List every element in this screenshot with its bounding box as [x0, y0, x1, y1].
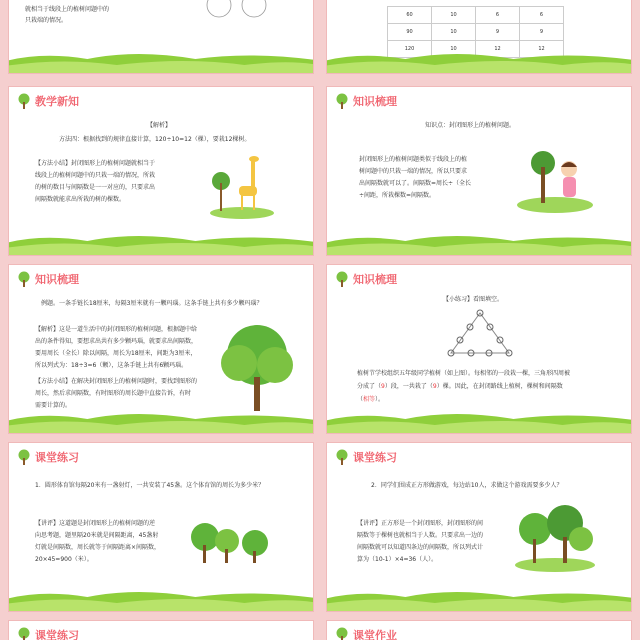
slide-8 — [326, 442, 632, 612]
body-line: ÷间距，所栽棵数=间隔数。 — [359, 192, 436, 199]
body-line: 植树节学校组织五年级同学植树（如上图）。每相邻的一段栽一棵，三角形四周被 — [357, 370, 571, 377]
slide1-line2: 只栽端的情况。 — [25, 17, 68, 24]
body-text: 分成了（ — [357, 383, 382, 390]
slide1-line1: 就相当于线段上的植树问题中的 — [25, 6, 110, 13]
tree-icon — [335, 271, 349, 287]
tree-icon — [17, 93, 31, 109]
table-cell: 6 — [476, 7, 520, 24]
comment-line: 20×45=900（米）。 — [35, 556, 93, 563]
comment-line: 【讲评】正方形是一个封闭图形，封闭图形的间 — [357, 520, 484, 527]
analysis-line: 要用周长（全长）除以间隔，周长为18厘米，间距为3厘米， — [35, 350, 197, 357]
analysis-line: 【解析】这是一道生活中的封闭图形的植树问题，根据题中给 — [35, 326, 198, 333]
body-line — [357, 395, 384, 405]
body-text: （ — [357, 396, 364, 403]
slide-title: 知识梳理 — [353, 273, 397, 286]
table-cell: 10 — [432, 7, 476, 24]
answer-blank: 9 — [381, 383, 385, 390]
summary-line: 线段上的植树问题中的只栽一端的情况，所栽 — [35, 172, 156, 179]
summary-line: 【方法小结】封闭图形上的植树问题就相当于 — [35, 160, 156, 167]
big-tree-illustration — [217, 321, 297, 413]
slide-10 — [326, 620, 632, 640]
table-cell: 9 — [520, 24, 564, 41]
table-cell: 90 — [388, 24, 432, 41]
slide-7 — [8, 442, 314, 612]
tree-icon — [17, 449, 31, 465]
analysis-label: 【解析】 — [147, 122, 172, 129]
summary-line: 需要计算的。 — [35, 402, 72, 409]
slide-title: 课堂练习 — [35, 451, 79, 464]
comment-line: 隔数等于棵树也就相当于人数。只要求出一边的 — [357, 532, 484, 539]
circles-diagram — [199, 0, 279, 21]
table-cell: 120 — [388, 41, 432, 58]
slide-9 — [8, 620, 314, 640]
slide-title: 知识梳理 — [35, 273, 79, 286]
table-cell: 60 — [388, 7, 432, 24]
method-text: 方法四：根据找到的规律直接计算，120÷10=12（棵），要栽12棵树。 — [59, 136, 251, 143]
knowledge-point: 知识点：封闭图形上的植树问题。 — [425, 122, 516, 129]
slide-title: 知识梳理 — [353, 95, 397, 108]
summary-line: 【方法小结】在解决封闭图形上的植树问题时，要找到图形的 — [35, 378, 198, 385]
comment-line: 间隔数就可以知道四条边的间隔数，所以列式计 — [357, 544, 484, 551]
question-text: 2．同学们围成正方形做游戏，每边站10人，求做这个游戏需要多少人？ — [371, 482, 563, 489]
table-cell: 10 — [432, 41, 476, 58]
analysis-line: 出的条件得知，要想求出共有多少颗玛瑙，就要求出间隔数， — [35, 338, 198, 345]
table-row — [388, 7, 564, 24]
tree-icon — [335, 449, 349, 465]
giraffe-illustration — [207, 151, 277, 221]
body-line — [357, 382, 563, 392]
body-text: ）棵。因此，在封闭路线上植树，棵树和间隔数 — [436, 383, 563, 390]
table-cell: 12 — [520, 41, 564, 58]
slide-1 — [8, 0, 314, 74]
girl-tree-illustration — [513, 145, 597, 215]
slide-4 — [326, 86, 632, 256]
body-text: ）。 — [375, 396, 385, 403]
trees-illustration — [185, 517, 277, 567]
comment-line: 灯就是间隔数，周长就等于间隔距离×间隔数， — [35, 544, 161, 551]
slide-5 — [8, 264, 314, 434]
tree-icon — [335, 93, 349, 109]
slide-title: 课堂作业 — [353, 629, 397, 640]
tree-icon — [17, 627, 31, 640]
slide-2 — [326, 0, 632, 74]
table-cell: 12 — [476, 41, 520, 58]
slide-title: 课堂练习 — [35, 629, 79, 640]
comment-line: 【讲评】这道题是封闭图形上的植树问题的逆 — [35, 520, 156, 527]
slide-6 — [326, 264, 632, 434]
body-line: 树问题中的只栽一端的情况，所以只要求 — [359, 168, 468, 175]
table-cell: 10 — [432, 24, 476, 41]
slide-title: 教学新知 — [35, 95, 79, 108]
tree-icon — [335, 627, 349, 640]
table-row — [388, 24, 564, 41]
body-line: 封闭图形上的植树问题类似于线段上的植 — [359, 156, 468, 163]
question-text: 1．圆形体育馆每隔20米有一盏射灯，一共安装了45盏。这个体育馆的周长为多少米？ — [35, 482, 265, 489]
analysis-line: 所以列式为：18÷3=6（颗），这条手链上共有6颗玛瑙。 — [35, 362, 188, 369]
comment-line: 向思考题，题里隔20米就是间隔距离，45盏射 — [35, 532, 159, 539]
example-text: 例题。一条手链长18厘米，每隔3厘米就有一颗玛瑙。这条手链上共有多少颗玛瑙？ — [41, 300, 263, 307]
summary-line: 的树的数目与间隔数是一一对应的，只要求出 — [35, 184, 156, 191]
summary-line: 周长，然后求间隔数，有时图形的周长题中直接告诉，有时 — [35, 390, 192, 397]
tree-icon — [17, 271, 31, 287]
slide-3 — [8, 86, 314, 256]
answer-blank: 9 — [432, 383, 437, 390]
practice-label: 【小练习】看图填空。 — [443, 296, 504, 303]
answer-blank: 相等 — [363, 396, 376, 403]
table-cell: 9 — [476, 24, 520, 41]
summary-line: 间隔数就能求出所栽的树的棵数。 — [35, 196, 126, 203]
comment-line: 算为（10-1）×4=36（人）。 — [357, 556, 438, 563]
triangle-trees-diagram — [447, 309, 513, 357]
table-cell: 6 — [520, 7, 564, 24]
body-text: ）段，一共栽了（ — [384, 383, 433, 390]
slide-title: 课堂练习 — [353, 451, 397, 464]
body-line: 出间隔数就可以了。间隔数=周长÷（全长 — [359, 180, 472, 187]
forest-illustration — [513, 503, 597, 573]
